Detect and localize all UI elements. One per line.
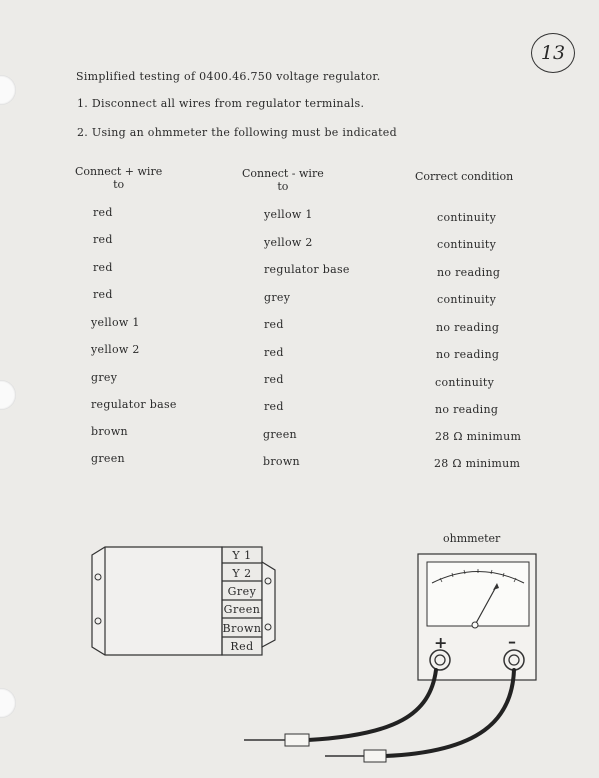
row-5-minus: red [264,318,284,331]
row-3-minus: regulator base [264,263,350,276]
plus-terminal-sign: + [434,633,448,652]
plus-probe-handle [285,734,309,746]
row-10-plus: green [91,452,125,465]
terminal-brown: Brown [222,622,262,635]
test-leads [308,670,514,756]
row-8-minus: red [264,400,284,413]
minus-jack-outer [504,650,524,670]
row-3-condition: no reading [437,266,501,279]
row-7-minus: red [264,373,284,386]
document-title: Simplified testing of 0400.46.750 voltage regulator. [76,70,381,83]
row-6-minus: red [264,346,284,359]
minus-terminal-sign: – [508,632,517,651]
terminal-y2: Y 2 [232,567,252,580]
row-1-minus: yellow 1 [264,208,313,221]
row-8-plus: regulator base [91,398,177,411]
plus-lead-wire [308,670,436,740]
terminal-grey: Grey [227,585,257,598]
row-2-condition: continuity [437,238,497,251]
ohmmeter-label: ohmmeter [443,532,501,545]
header-correct-condition: Correct condition [415,170,514,183]
row-6-plus: yellow 2 [91,343,140,356]
row-3-plus: red [93,261,113,274]
needle-pivot [472,622,478,628]
header-minus-line2: to [277,180,289,193]
row-4-plus: red [93,288,113,301]
page-number: 13 [531,33,575,73]
terminal-red: Red [230,640,254,653]
header-plus-line2: to [113,178,125,191]
row-9-minus: green [263,428,297,441]
row-1-plus: red [93,206,113,219]
row-4-condition: continuity [437,293,497,306]
row-5-plus: yellow 1 [91,316,140,329]
row-7-plus: grey [91,371,118,384]
row-10-condition: 28 Ω minimum [434,457,521,470]
row-8-condition: no reading [435,403,499,416]
row-9-plus: brown [91,425,128,438]
minus-lead-wire [385,670,514,756]
row-2-minus: yellow 2 [264,236,313,249]
row-10-minus: brown [263,455,300,468]
terminal-y1: Y 1 [232,549,252,562]
header-minus-line1: Connect - wire [242,167,324,180]
row-1-condition: continuity [437,211,497,224]
row-4-minus: grey [264,291,291,304]
row-6-condition: no reading [436,348,500,361]
row-9-condition: 28 Ω minimum [435,430,522,443]
step-1: 1. Disconnect all wires from regulator terminals. [77,97,365,110]
minus-probe-handle [364,750,386,762]
header-plus-line1: Connect + wire [75,165,163,178]
regulator-housing [92,547,275,655]
row-5-condition: no reading [436,321,500,334]
terminal-green: Green [223,603,261,616]
row-7-condition: continuity [435,376,495,389]
row-2-plus: red [93,233,113,246]
step-2: 2. Using an ohmmeter the following must be indicated [77,126,397,139]
plus-jack-outer [430,650,450,670]
